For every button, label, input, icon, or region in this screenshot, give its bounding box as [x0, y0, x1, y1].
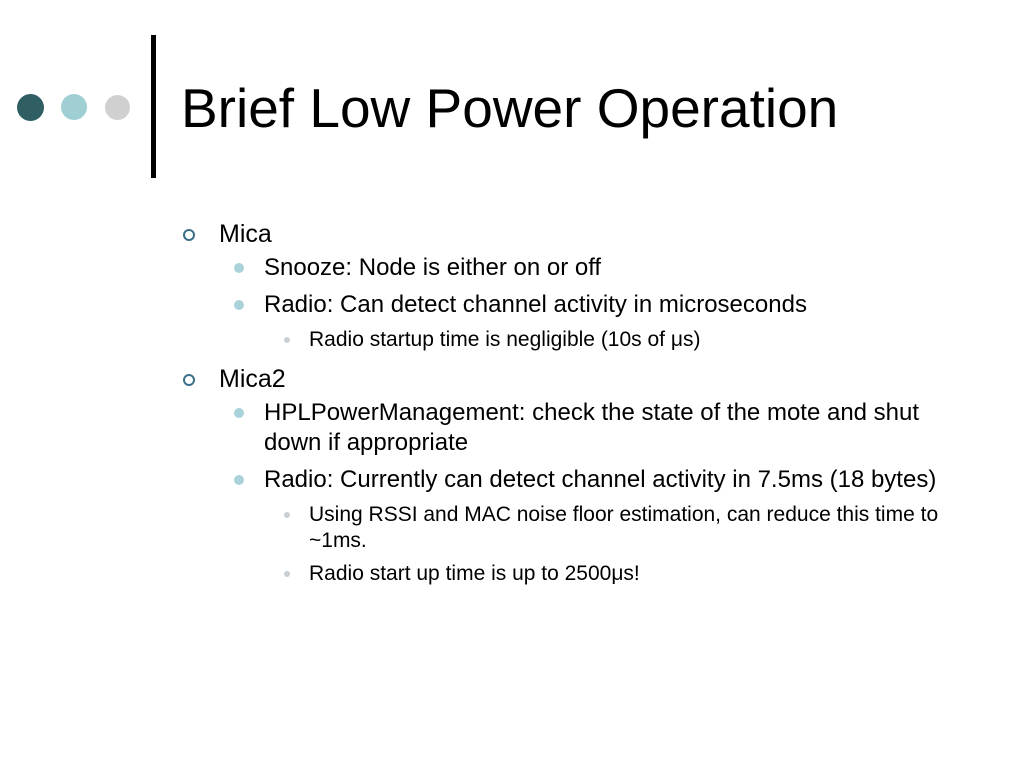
- ring-bullet-icon: [183, 229, 195, 241]
- sub-bullet-text: Radio: Currently can detect channel activity in 7.5ms (18 bytes): [264, 466, 937, 493]
- sub-bullet-text: Snooze: Node is either on or off: [264, 254, 602, 281]
- bullet-text: Mica: [219, 220, 272, 248]
- dark-teal-dot: [17, 94, 44, 121]
- bullet-mica2: [180, 361, 980, 398]
- disc-bullet-icon: [234, 300, 244, 310]
- bullet-mica: [180, 216, 980, 253]
- decorative-dots: [17, 94, 137, 120]
- sub-sub-bullet: [270, 502, 989, 554]
- disc-bullet-icon: [234, 475, 244, 485]
- slide-title: Brief Low Power Operation: [181, 77, 839, 139]
- small-disc-bullet-icon: [284, 337, 290, 343]
- bullet-list: [180, 216, 980, 594]
- ring-bullet-icon: [183, 374, 195, 386]
- sub-sub-bullet-text: Using RSSI and MAC noise floor estimation, can reduce this time to ~1ms.: [309, 503, 939, 552]
- sub-bullet-text: Radio: Can detect channel activity in microseconds: [264, 291, 807, 318]
- sub-sub-bullet: [270, 327, 980, 353]
- sub-bullet: [225, 465, 964, 495]
- small-disc-bullet-icon: [284, 571, 290, 577]
- light-teal-dot: [61, 94, 87, 120]
- title-divider: [151, 35, 156, 178]
- disc-bullet-icon: [234, 263, 244, 273]
- small-disc-bullet-icon: [284, 512, 290, 518]
- sub-bullet: [225, 253, 980, 283]
- sub-sub-bullet-text: Radio startup time is negligible (10s of μs): [309, 328, 701, 351]
- gray-dot: [105, 95, 130, 120]
- sub-sub-bullet-text: Radio start up time is up to 2500μs!: [309, 562, 640, 585]
- sub-bullet: [225, 290, 980, 320]
- sub-sub-bullet: [270, 561, 980, 587]
- sub-bullet: [225, 398, 964, 458]
- sub-bullet-text: HPLPowerManagement: check the state of the mote and shut down if appropriate: [264, 399, 920, 456]
- disc-bullet-icon: [234, 408, 244, 418]
- bullet-text: Mica2: [219, 365, 286, 393]
